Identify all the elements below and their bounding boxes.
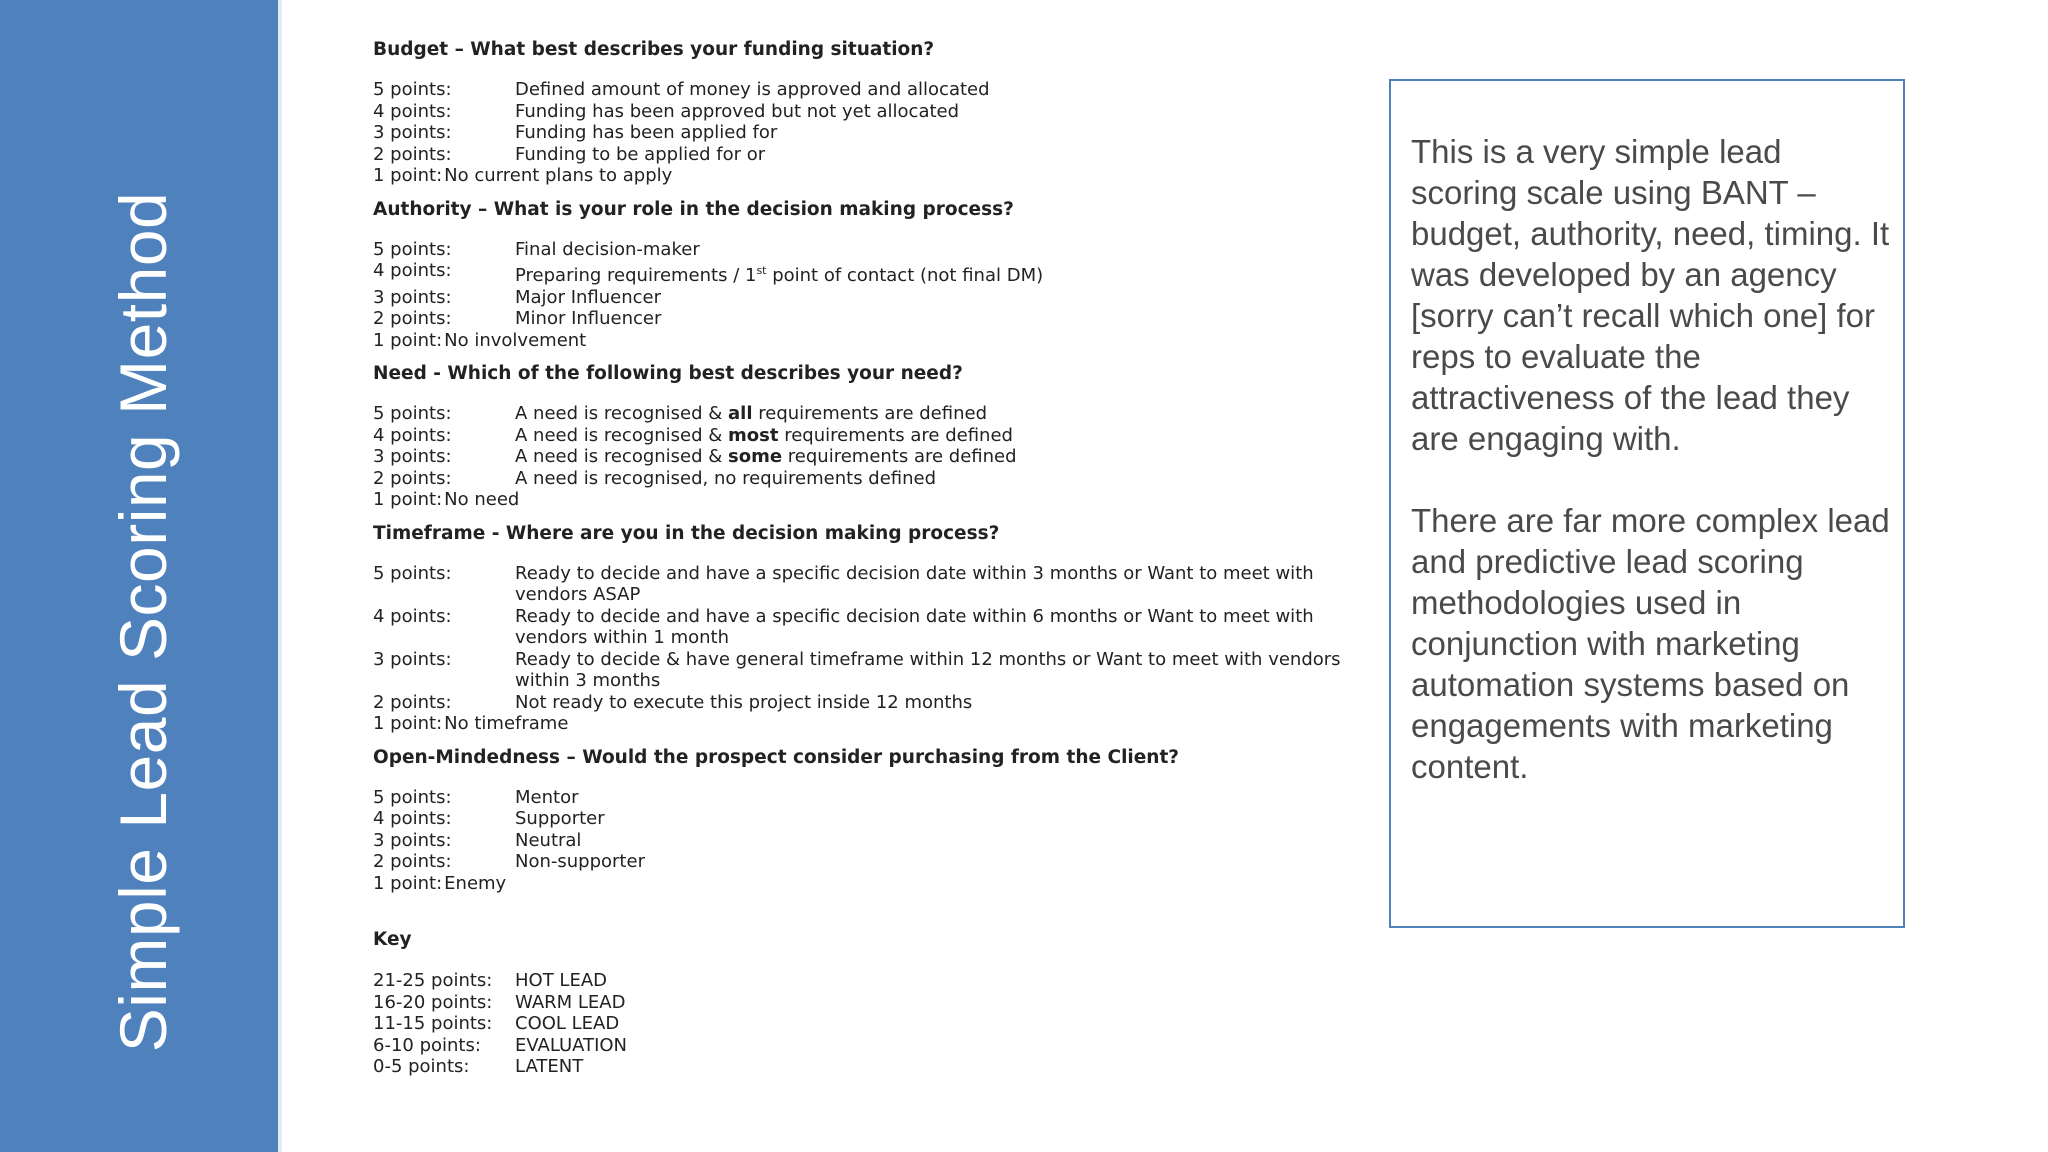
score-row [373, 446, 1363, 468]
description-emphasis: most [728, 424, 779, 446]
description-emphasis: all [728, 403, 753, 424]
criterion-section [373, 198, 1363, 352]
score-description: No involvement [444, 329, 587, 351]
score-description: A need is recognised, no requirements defined [515, 467, 937, 489]
score-description: COOL LEAD [515, 1013, 620, 1034]
criterion-title: Need - Which of the following best describes your need? [373, 363, 963, 384]
key-row [373, 970, 1363, 992]
criterion-title: Budget – What best describes your funding situation? [373, 39, 935, 60]
score-points: 4 points: [373, 100, 452, 122]
score-description: Supporter [515, 808, 605, 829]
score-points: 1 point: [373, 165, 443, 186]
score-points: 6-10 points: [373, 1034, 481, 1056]
score-description: HOT LEAD [515, 970, 607, 991]
score-points: 2 points: [373, 308, 452, 329]
description-text: requirements are defined [778, 424, 1013, 446]
description-text: point of contact (not final DM) [766, 265, 1044, 286]
criterion-section [373, 746, 1363, 895]
score-description: Funding has been approved but not yet allocated [515, 100, 960, 122]
key-section [373, 928, 1363, 1078]
score-points: 5 points: [373, 786, 452, 808]
score-description: No current plans to apply [444, 165, 673, 186]
slide-title: Simple Lead Scoring Method [106, 191, 180, 1053]
score-description: Major Influencer [515, 286, 662, 308]
description-text: A need is recognised & [515, 424, 729, 446]
score-row [373, 563, 1363, 606]
score-points: 16-20 points: [373, 991, 493, 1013]
score-description: Ready to decide & have general timeframe within 12 months or Want to meet with vendors within 3 months [515, 648, 1341, 691]
score-row [373, 873, 1363, 895]
score-row [373, 787, 1363, 809]
criterion-section [373, 362, 1363, 511]
score-row [373, 713, 1363, 735]
score-points: 4 points: [373, 808, 452, 829]
note-paragraph: There are far more complex lead and predictive lead scoring methodologies used in conjunction with marketing automation systems based on engagements with marketing content. [1411, 502, 1890, 785]
score-description: Final decision-maker [515, 238, 700, 260]
score-points: 5 points: [373, 562, 452, 584]
score-description: Non-supporter [515, 851, 645, 872]
score-row [373, 649, 1363, 692]
description-text: Preparing requirements / 1 [515, 265, 757, 286]
score-points: 4 points: [373, 260, 452, 281]
description-text: A need is recognised & [515, 403, 729, 424]
score-row [373, 260, 1363, 287]
scoring-document [373, 38, 1363, 1089]
score-row [373, 308, 1363, 330]
score-row [373, 330, 1363, 352]
note-paragraph: This is a very simple lead scoring scale using BANT – budget, authority, need, timing. It was developed by an agency [sorry can’t recall which one] for reps to evaluate the attractiveness of the lead they are engaging with. [1411, 133, 1890, 457]
score-row [373, 101, 1363, 123]
score-description: Ready to decide and have a specific decision date within 6 months or Want to meet with vendors within 1 month [515, 605, 1314, 648]
score-points: 3 points: [373, 648, 452, 670]
criterion-section [373, 38, 1363, 187]
score-row [373, 830, 1363, 852]
score-points: 1 point: [373, 329, 443, 351]
score-points: 5 points: [373, 79, 452, 100]
score-description: Minor Influencer [515, 308, 662, 329]
score-description [515, 403, 1363, 425]
score-points: 3 points: [373, 122, 452, 143]
score-row [373, 287, 1363, 309]
score-points: 1 point: [373, 872, 443, 894]
score-row [373, 425, 1363, 447]
score-points: 2 points: [373, 691, 452, 713]
score-points: 5 points: [373, 238, 452, 260]
criterion-title: Open-Mindedness – Would the prospect consider purchasing from the Client? [373, 746, 1180, 768]
score-row [373, 692, 1363, 714]
score-points: 4 points: [373, 605, 452, 627]
criterion-title: Timeframe - Where are you in the decision making process? [373, 522, 1000, 544]
score-row [373, 606, 1363, 649]
score-points: 5 points: [373, 403, 452, 424]
note-box [1389, 79, 1905, 928]
score-points: 3 points: [373, 446, 452, 467]
key-title: Key [373, 929, 412, 950]
score-row [373, 239, 1363, 261]
score-row [373, 468, 1363, 490]
criterion-title: Authority – What is your role in the decision making process? [373, 198, 1014, 220]
description-text: A need is recognised & [515, 446, 729, 467]
score-row [373, 144, 1363, 166]
score-row [373, 79, 1363, 101]
description-emphasis: some [728, 446, 783, 467]
key-row [373, 1056, 1363, 1078]
score-points: 0-5 points: [373, 1056, 470, 1077]
score-description: Defined amount of money is approved and allocated [515, 79, 990, 100]
key-row [373, 1013, 1363, 1035]
score-points: 2 points: [373, 851, 452, 872]
score-points: 4 points: [373, 424, 452, 446]
score-row [373, 403, 1363, 425]
score-description [515, 446, 1363, 468]
score-points: 11-15 points: [373, 1013, 493, 1034]
score-description: No timeframe [444, 713, 569, 734]
score-points: 1 point: [373, 489, 443, 510]
score-row [373, 489, 1363, 511]
description-text: requirements are defined [782, 446, 1017, 467]
score-row [373, 165, 1363, 187]
score-points: 1 point: [373, 713, 443, 734]
score-description: Funding to be applied for or [515, 143, 766, 165]
score-description: Mentor [515, 786, 579, 808]
score-description: Funding has been applied for [515, 122, 778, 143]
score-description [515, 260, 1363, 287]
score-description: Not ready to execute this project inside 12 months [515, 691, 973, 713]
score-description [515, 425, 1363, 447]
score-points: 2 points: [373, 143, 452, 165]
score-description: Enemy [444, 872, 507, 894]
score-row [373, 122, 1363, 144]
criterion-section [373, 522, 1363, 735]
description-superscript: st [756, 264, 767, 277]
score-row [373, 851, 1363, 873]
score-description: LATENT [515, 1056, 584, 1077]
score-description: Neutral [515, 829, 582, 851]
score-points: 21-25 points: [373, 970, 493, 991]
score-description: No need [444, 489, 520, 510]
score-description: EVALUATION [515, 1034, 628, 1056]
score-description: Ready to decide and have a specific decision date within 3 months or Want to meet with vendors ASAP [515, 562, 1314, 605]
score-points: 3 points: [373, 829, 452, 851]
key-row [373, 992, 1363, 1014]
score-description: WARM LEAD [515, 991, 626, 1013]
title-sidebar [0, 0, 282, 1152]
key-row [373, 1035, 1363, 1057]
score-points: 2 points: [373, 467, 452, 489]
description-text: requirements are defined [752, 403, 987, 424]
score-row [373, 808, 1363, 830]
score-points: 3 points: [373, 286, 452, 308]
